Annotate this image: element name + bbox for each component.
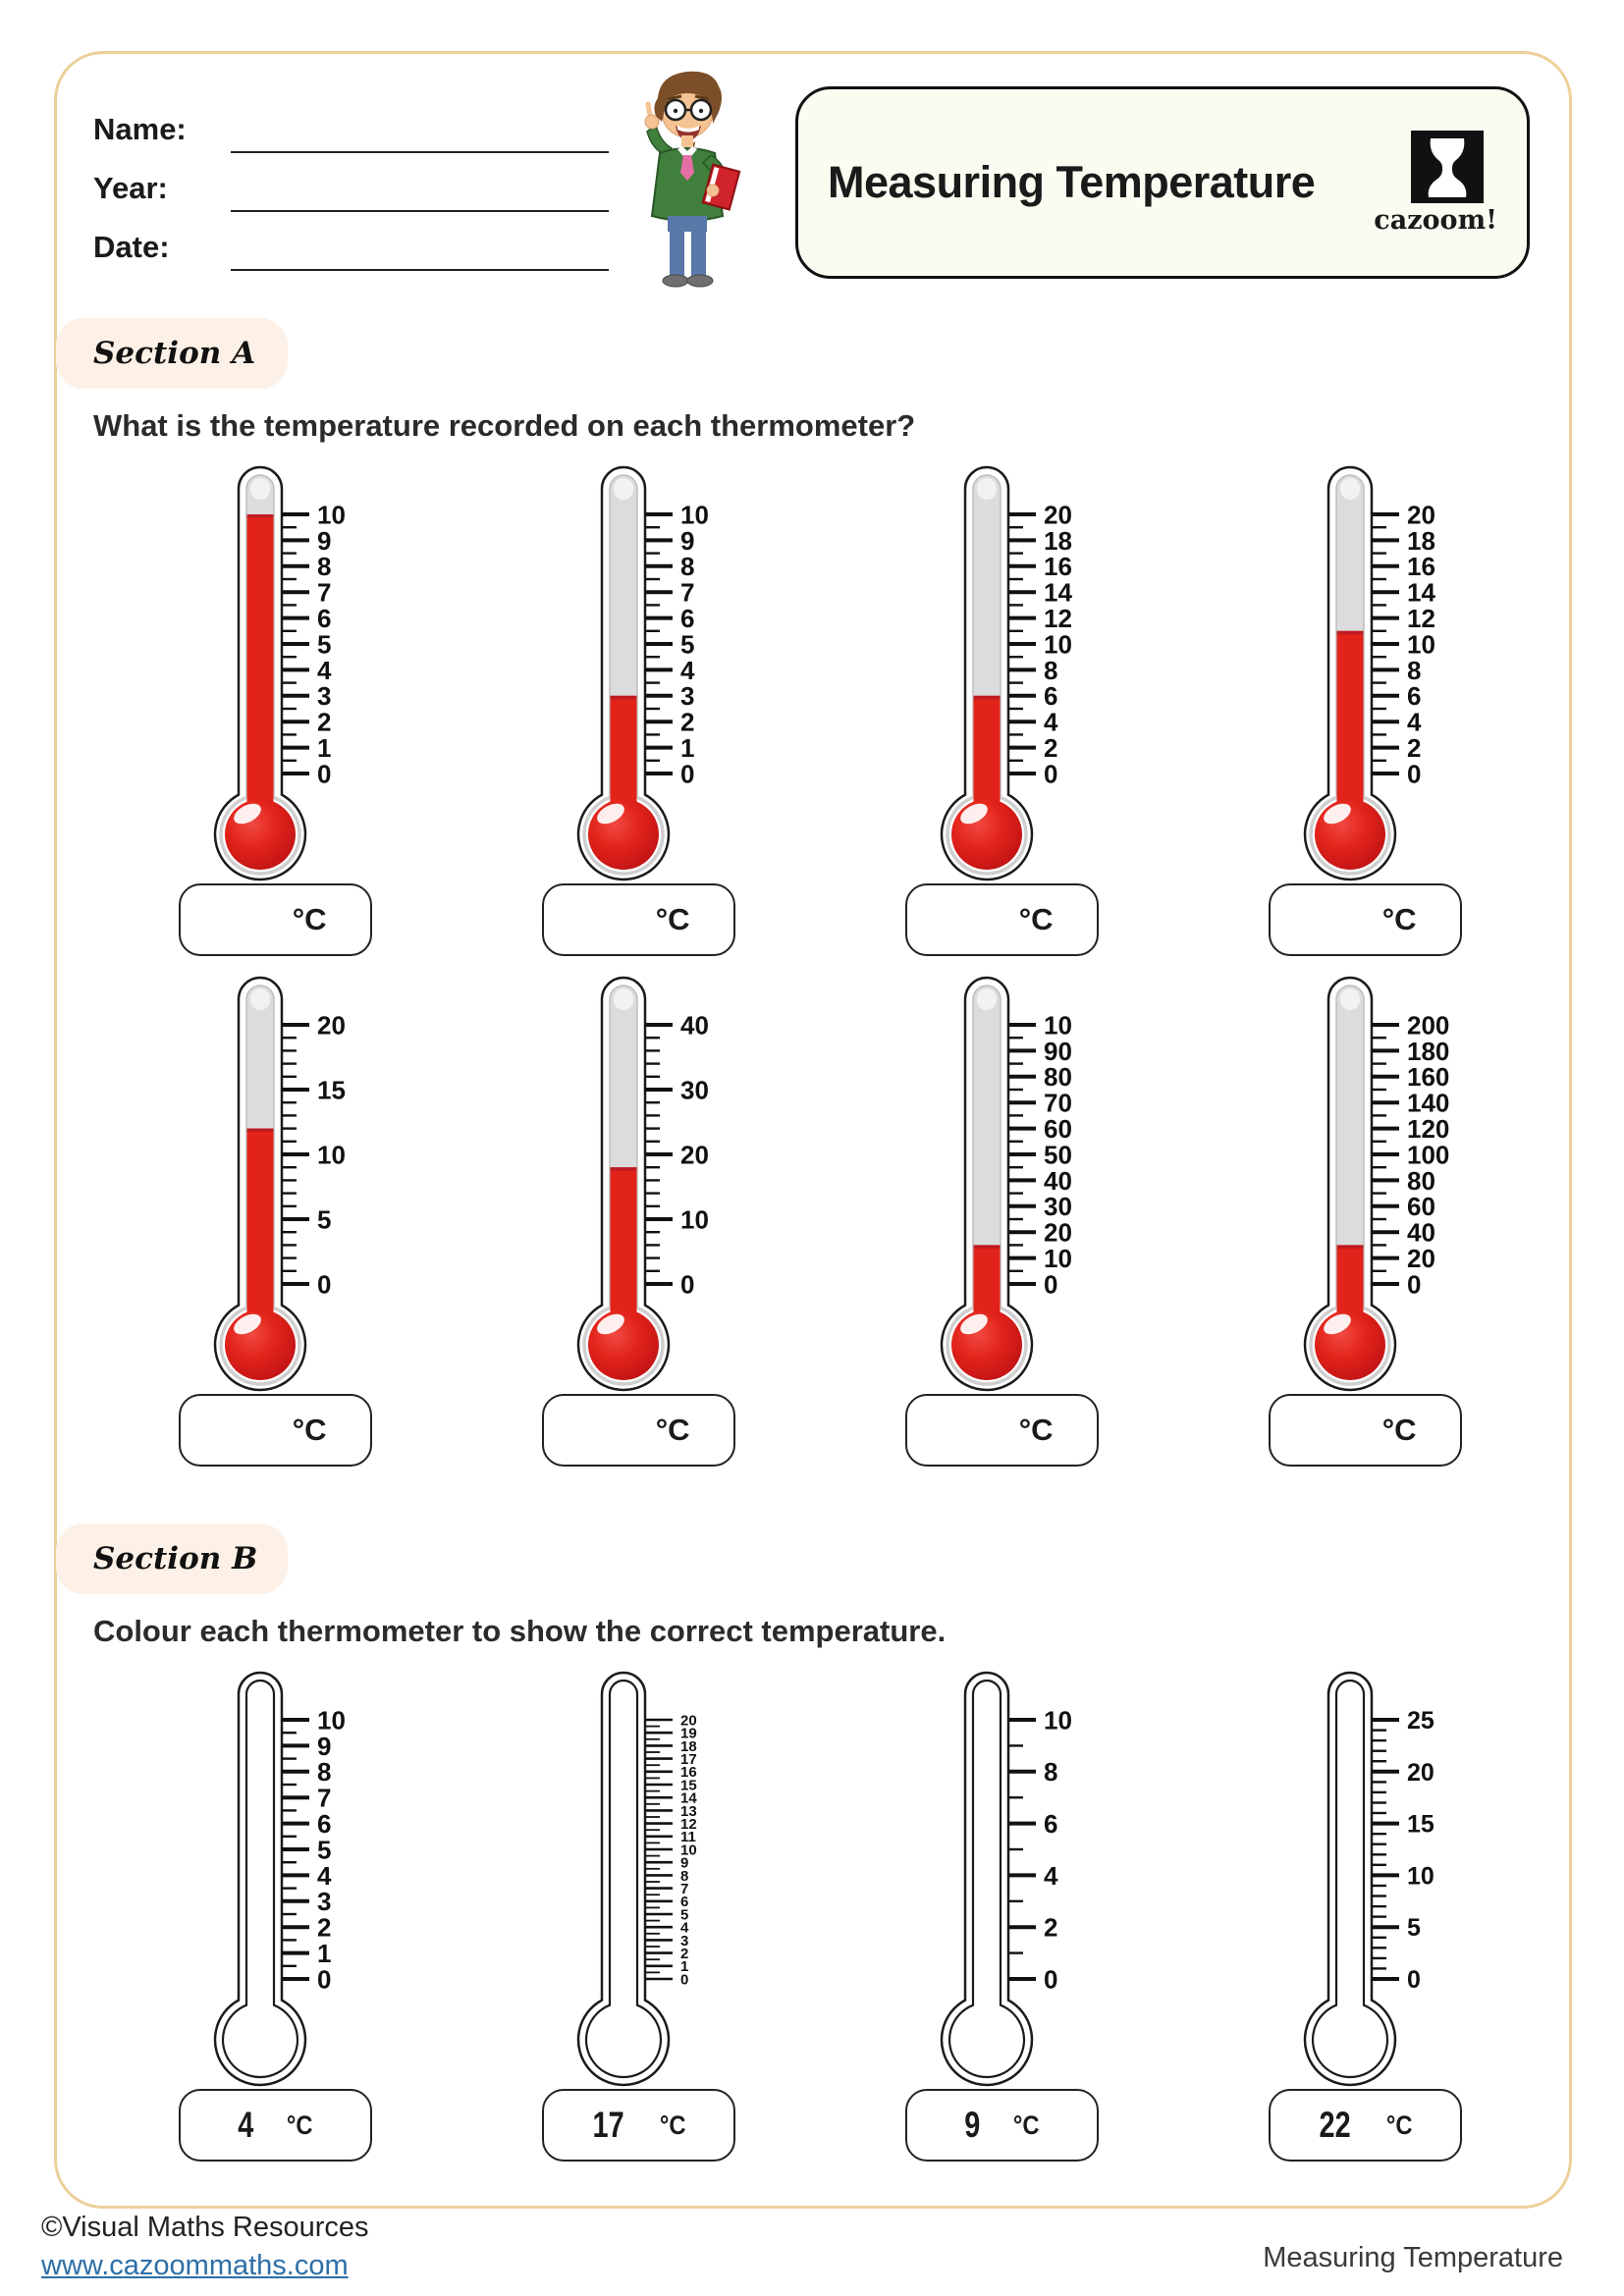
tick-label: 8 xyxy=(680,552,695,582)
tick-label: 1 xyxy=(317,1939,332,1968)
tick-label: 7 xyxy=(317,577,332,608)
tick-label: 20 xyxy=(1407,1758,1435,1787)
tick-label: 0 xyxy=(680,1971,689,1989)
tick-label: 10 xyxy=(680,1204,709,1235)
target-temperature-box xyxy=(179,2089,372,2162)
tick-label: 0 xyxy=(317,1964,332,1995)
section-b-question: Colour each thermometer to show the correct temperature. xyxy=(93,1614,947,1648)
tick-label: 20 xyxy=(1407,500,1435,530)
unit-label: °C xyxy=(292,1413,327,1447)
tick-label: 14 xyxy=(1044,577,1072,608)
tick-label: 6 xyxy=(1044,681,1058,712)
mercury-top-edge xyxy=(611,696,637,700)
tick-label: 10 xyxy=(680,500,709,530)
empty-glass-tube xyxy=(223,1681,298,2077)
target-temperature-value: 4 xyxy=(237,2105,253,2145)
tick-label: 80 xyxy=(1407,1165,1435,1196)
tick-label: 20 xyxy=(1044,500,1072,530)
thermometer-figure xyxy=(1173,970,1537,1467)
copyright-text: ©Visual Maths Resources xyxy=(41,2212,369,2243)
student-fields xyxy=(93,94,609,271)
tick-label: 100 xyxy=(1407,1140,1450,1170)
tick-label: 3 xyxy=(317,681,332,712)
tick-label: 17 xyxy=(680,1751,697,1768)
tick-label: 90 xyxy=(1044,1036,1072,1066)
tick-label: 13 xyxy=(680,1802,697,1820)
answer-box xyxy=(542,883,735,956)
tick-label: 9 xyxy=(680,525,695,556)
mercury-column xyxy=(611,696,637,813)
thermometer-figure xyxy=(83,1665,447,2162)
thermometer-svg xyxy=(565,970,731,1392)
thermometer-row-a1 xyxy=(83,459,1537,956)
tick-label: 180 xyxy=(1407,1036,1450,1066)
tick-label: 7 xyxy=(680,577,695,608)
tube-highlight xyxy=(614,478,633,500)
section-b-header xyxy=(56,1523,288,1594)
mercury-top-edge xyxy=(1337,631,1364,635)
tick-label: 10 xyxy=(317,1140,346,1170)
tick-label: 140 xyxy=(1407,1088,1450,1118)
tick-label: 20 xyxy=(1044,1217,1072,1248)
tick-label: 5 xyxy=(317,629,332,660)
thermometer-svg xyxy=(201,459,368,881)
tick-label: 4 xyxy=(680,1919,689,1937)
cazoom-logo-text: cazoom! xyxy=(1374,204,1497,236)
tick-label: 18 xyxy=(680,1737,697,1755)
tick-label: 160 xyxy=(1407,1062,1450,1093)
unit-label: °C xyxy=(1018,1413,1054,1447)
tick-label: 70 xyxy=(1044,1088,1072,1118)
tick-label: 20 xyxy=(680,1712,697,1730)
thermometer-figure xyxy=(447,459,810,956)
tick-label: 20 xyxy=(317,1010,346,1041)
tube-highlight xyxy=(1340,478,1360,500)
cazoom-logo xyxy=(1374,131,1497,236)
tick-label: 10 xyxy=(1407,629,1435,660)
tube-highlight xyxy=(250,988,270,1010)
tick-label: 10 xyxy=(680,1842,697,1859)
thermometer-svg xyxy=(1291,970,1458,1392)
thermometer-figure xyxy=(810,1665,1173,2162)
tick-label: 2 xyxy=(1044,733,1058,763)
tick-label: 15 xyxy=(1407,1810,1435,1839)
tick-label: 8 xyxy=(680,1867,689,1885)
tick-label: 4 xyxy=(1407,707,1422,737)
tick-label: 14 xyxy=(680,1789,697,1807)
tick-label: 6 xyxy=(317,604,332,633)
tick-label: 2 xyxy=(680,707,695,737)
mercury-column xyxy=(247,514,274,813)
tick-label: 5 xyxy=(317,1204,332,1235)
tick-label: 2 xyxy=(1407,733,1422,763)
answer-box xyxy=(1269,883,1462,956)
thermometer-svg xyxy=(565,459,731,881)
unit-label: °C xyxy=(1012,2109,1040,2140)
tick-label: 0 xyxy=(317,759,332,789)
answer-box xyxy=(179,1394,372,1467)
date-field-row xyxy=(93,212,609,271)
answer-box xyxy=(179,883,372,956)
tick-label: 18 xyxy=(1044,525,1072,556)
section-a-question: What is the temperature recorded on each thermometer? xyxy=(93,408,916,443)
tick-label: 60 xyxy=(1044,1114,1072,1144)
teacher-illustration xyxy=(617,63,759,298)
name-label: Name: xyxy=(93,112,187,146)
empty-glass-tube xyxy=(949,1681,1024,2077)
tick-label: 8 xyxy=(317,552,332,582)
tick-label: 12 xyxy=(1044,604,1072,633)
tick-label: 40 xyxy=(680,1010,709,1041)
thermometer-svg xyxy=(928,1665,1095,2087)
thermometer-figure xyxy=(83,970,447,1467)
date-label: Date: xyxy=(93,230,170,264)
thermometer-svg xyxy=(201,970,368,1392)
cazoom-logo-icon xyxy=(1411,131,1484,203)
tick-label: 16 xyxy=(1407,552,1435,582)
target-temperature-box xyxy=(1269,2089,1462,2162)
thermometer-row-b xyxy=(83,1665,1537,2162)
unit-label: °C xyxy=(655,1413,690,1447)
tick-label: 12 xyxy=(1407,604,1435,633)
tick-label: 2 xyxy=(317,707,332,737)
tick-label: 0 xyxy=(1044,1964,1058,1995)
date-writing-line xyxy=(231,226,609,271)
target-temperature-value: 22 xyxy=(1319,2105,1351,2145)
thermometer-svg xyxy=(1291,1665,1458,2087)
mercury-top-edge xyxy=(247,514,274,518)
thermometer-figure xyxy=(83,459,447,956)
tick-label: 5 xyxy=(1407,1914,1421,1943)
unit-label: °C xyxy=(1381,902,1417,936)
tick-label: 0 xyxy=(680,759,695,789)
tick-label: 15 xyxy=(317,1075,346,1105)
mercury-column xyxy=(611,1167,637,1323)
tube-highlight xyxy=(614,988,633,1010)
answer-box xyxy=(1269,1394,1462,1467)
mercury-top-edge xyxy=(974,1245,1001,1249)
tick-label: 14 xyxy=(1407,577,1435,608)
footer-doc-title: Measuring Temperature xyxy=(1263,2242,1563,2273)
thermometer-figure xyxy=(810,970,1173,1467)
tick-label: 1 xyxy=(680,1958,689,1976)
tick-label: 40 xyxy=(1407,1217,1435,1248)
tick-label: 25 xyxy=(1407,1707,1435,1735)
tick-label: 9 xyxy=(317,525,332,556)
tick-label: 200 xyxy=(1407,1010,1450,1041)
thermometer-figure xyxy=(447,1665,810,2162)
tick-label: 11 xyxy=(680,1829,696,1846)
tick-label: 20 xyxy=(1407,1244,1435,1273)
tick-label: 0 xyxy=(680,1269,695,1300)
thermometer-svg xyxy=(201,1665,368,2087)
unit-label: °C xyxy=(286,2109,313,2140)
year-writing-line xyxy=(231,167,609,212)
section-a-header xyxy=(56,318,288,389)
tick-label: 40 xyxy=(1044,1165,1072,1196)
mercury-column xyxy=(974,696,1001,813)
tick-label: 7 xyxy=(317,1783,332,1813)
tick-label: 5 xyxy=(680,629,695,660)
tick-label: 15 xyxy=(680,1777,697,1794)
tick-label: 6 xyxy=(680,1894,689,1911)
tick-label: 50 xyxy=(1044,1140,1072,1170)
tick-label: 80 xyxy=(1044,1062,1072,1093)
mercury-top-edge xyxy=(974,696,1001,700)
thermometer-figure xyxy=(1173,459,1537,956)
tick-label: 0 xyxy=(1407,759,1422,789)
tick-label: 6 xyxy=(317,1809,332,1839)
unit-label: °C xyxy=(292,902,327,936)
unit-label: °C xyxy=(1386,2109,1413,2140)
tick-label: 0 xyxy=(1044,1269,1058,1300)
tick-label: 7 xyxy=(680,1881,689,1897)
target-temperature-value: 9 xyxy=(963,2105,980,2145)
mercury-top-edge xyxy=(1337,1245,1364,1249)
tick-label: 10 xyxy=(1407,1862,1435,1891)
thermometer-svg xyxy=(1291,459,1458,881)
thermometer-figure xyxy=(447,970,810,1467)
name-writing-line xyxy=(231,108,609,153)
tick-label: 9 xyxy=(680,1854,689,1872)
tick-label: 1 xyxy=(317,733,332,763)
unit-label: °C xyxy=(1381,1413,1417,1447)
thermometer-row-a2 xyxy=(83,970,1537,1467)
page-title: Measuring Temperature xyxy=(828,157,1316,207)
target-temperature-box xyxy=(542,2089,735,2162)
tick-label: 8 xyxy=(1407,655,1422,685)
tick-label: 0 xyxy=(1407,1966,1421,1994)
unit-label: °C xyxy=(660,2109,686,2140)
tick-label: 8 xyxy=(1044,1757,1058,1788)
tick-label: 5 xyxy=(317,1835,332,1865)
year-field-row xyxy=(93,153,609,212)
tick-label: 1 xyxy=(680,733,695,763)
tick-label: 3 xyxy=(680,1932,689,1949)
title-box xyxy=(795,86,1530,279)
tick-label: 30 xyxy=(1044,1192,1072,1222)
answer-box xyxy=(542,1394,735,1467)
tick-label: 0 xyxy=(317,1269,332,1300)
tube-highlight xyxy=(250,478,270,500)
tick-label: 6 xyxy=(1044,1809,1058,1839)
tick-label: 10 xyxy=(1044,1705,1072,1735)
tick-label: 60 xyxy=(1407,1192,1435,1222)
thermometer-figure xyxy=(810,459,1173,956)
tick-label: 9 xyxy=(317,1731,332,1761)
website-link[interactable]: www.cazoommaths.com xyxy=(41,2250,349,2281)
answer-box xyxy=(905,1394,1099,1467)
tick-label: 8 xyxy=(1044,655,1058,685)
thermometer-svg xyxy=(928,459,1095,881)
tick-label: 20 xyxy=(680,1140,709,1170)
unit-label: °C xyxy=(655,902,690,936)
tick-label: 12 xyxy=(680,1816,697,1833)
tick-label: 3 xyxy=(680,681,695,712)
tick-label: 10 xyxy=(1044,1244,1072,1273)
tick-label: 10 xyxy=(317,500,346,530)
section-a-label: Section A xyxy=(93,336,256,371)
tick-label: 16 xyxy=(680,1764,697,1782)
tick-label: 4 xyxy=(680,655,695,685)
tick-label: 0 xyxy=(1407,1269,1422,1300)
target-temperature-box xyxy=(905,2089,1099,2162)
tick-label: 2 xyxy=(1044,1912,1058,1943)
tick-label: 0 xyxy=(1044,759,1058,789)
section-b-label: Section B xyxy=(93,1541,258,1576)
tick-label: 4 xyxy=(317,1860,332,1891)
tick-label: 6 xyxy=(1407,681,1422,712)
mercury-top-edge xyxy=(611,1167,637,1171)
year-label: Year: xyxy=(93,171,168,205)
thermometer-figure xyxy=(1173,1665,1537,2162)
tick-label: 5 xyxy=(680,1906,689,1924)
tick-label: 4 xyxy=(317,655,332,685)
tick-label: 30 xyxy=(680,1075,709,1105)
answer-box xyxy=(905,883,1099,956)
tick-label: 2 xyxy=(317,1912,332,1943)
tick-label: 120 xyxy=(1407,1114,1450,1144)
unit-label: °C xyxy=(1018,902,1054,936)
tick-label: 10 xyxy=(1044,629,1072,660)
tick-label: 18 xyxy=(1407,525,1435,556)
target-temperature-value: 17 xyxy=(592,2105,624,2145)
name-field-row xyxy=(93,94,609,153)
mercury-column xyxy=(1337,631,1364,813)
tick-label: 8 xyxy=(317,1757,332,1788)
tick-label: 19 xyxy=(680,1725,697,1742)
tick-label: 6 xyxy=(680,604,695,633)
mercury-column xyxy=(247,1129,274,1323)
tick-label: 4 xyxy=(1044,1860,1058,1891)
tube-highlight xyxy=(1340,988,1360,1010)
tick-label: 10 xyxy=(1044,1010,1072,1041)
tick-label: 2 xyxy=(680,1946,689,1962)
tick-label: 3 xyxy=(317,1887,332,1917)
tick-label: 4 xyxy=(1044,707,1058,737)
thermometer-svg xyxy=(565,1665,731,2087)
tube-highlight xyxy=(977,988,997,1010)
tick-label: 10 xyxy=(317,1705,346,1735)
tick-label: 16 xyxy=(1044,552,1072,582)
mercury-top-edge xyxy=(247,1129,274,1133)
thermometer-svg xyxy=(928,970,1095,1392)
tube-highlight xyxy=(977,478,997,500)
